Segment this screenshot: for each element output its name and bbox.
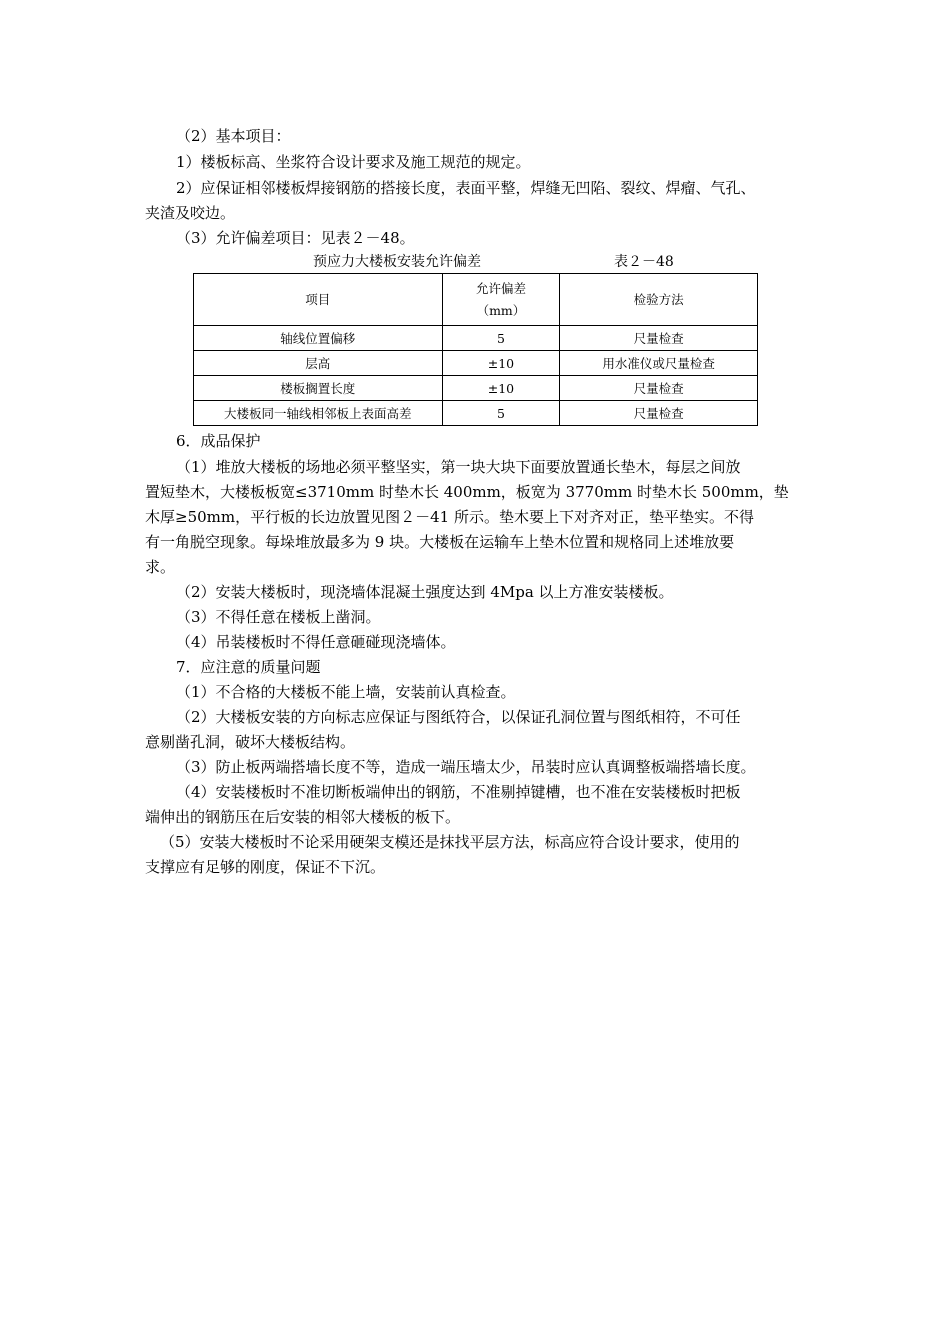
table-row xyxy=(194,351,758,376)
table-number: 表２－48 xyxy=(614,254,674,270)
table-cell: 5 xyxy=(442,326,560,351)
paragraph-protection-1-line3: 木厚≥50mm，平行板的长边放置见图２－41 所示。垫木要上下对齐对正，垫平垫实。不得 xyxy=(145,508,754,526)
header-tolerance-unit: （mm） xyxy=(476,302,526,318)
paragraph-tolerance-heading: （3）允许偏差项目：见表２－48。 xyxy=(176,229,415,247)
section-heading-product-protection: 6．成品保护 xyxy=(176,432,261,450)
paragraph-quality-5-line2: 支撑应有足够的刚度，保证不下沉。 xyxy=(145,858,386,876)
paragraph-protection-1-line2: 置短垫木，大楼板板宽≤3710mm 时垫木长 400mm，板宽为 3770mm 时垫木长 500mm，垫 xyxy=(145,483,789,501)
paragraph-quality-1: （1）不合格的大楼板不能上墙，安装前认真检查。 xyxy=(176,683,516,701)
paragraph-item-2-line2: 夹渣及咬边。 xyxy=(145,204,236,222)
table-cell: 尺量检查 xyxy=(560,376,758,401)
paragraph-protection-4: （4）吊装楼板时不得任意砸碰现浇墙体。 xyxy=(176,633,456,651)
table-cell: 楼板搁置长度 xyxy=(194,376,443,401)
paragraph-quality-2-line2: 意剔凿孔洞，破坏大楼板结构。 xyxy=(145,733,356,751)
paragraph-quality-2-line1: （2）大楼板安装的方向标志应保证与图纸符合，以保证孔洞位置与图纸相符，不可任 xyxy=(176,708,741,726)
paragraph-quality-3: （3）防止板两端搭墙长度不等，造成一端压墙太少，吊装时应认真调整板端搭墙长度。 xyxy=(176,758,756,776)
paragraph-protection-1-line5: 求。 xyxy=(145,558,176,576)
paragraph-protection-2: （2）安装大楼板时，现浇墙体混凝土强度达到 4Mpa 以上方准安装楼板。 xyxy=(176,583,674,601)
table-cell: 层高 xyxy=(194,351,443,376)
table-cell: ±10 xyxy=(442,351,560,376)
header-item: 项目 xyxy=(194,274,443,326)
paragraph-protection-1-line4: 有一角脱空现象。每垛堆放最多为 9 块。大楼板在运输车上垫木位置和规格同上述堆放要 xyxy=(145,533,735,551)
paragraph-item-2-line1: 2）应保证相邻楼板焊接钢筋的搭接长度，表面平整，焊缝无凹陷、裂纹、焊瘤、气孔、 xyxy=(176,179,756,197)
table-row xyxy=(194,401,758,426)
table-cell: 5 xyxy=(442,401,560,426)
tolerance-table xyxy=(193,273,758,426)
header-tolerance-label: 允许偏差 xyxy=(475,280,526,296)
paragraph-protection-1-line1: （1）堆放大楼板的场地必须平整坚实，第一块大块下面要放置通长垫木，每层之间放 xyxy=(176,458,741,476)
table-row xyxy=(194,326,758,351)
paragraph-quality-4-line1: （4）安装楼板时不准切断板端伸出的钢筋，不准剔掉键槽，也不准在安装楼板时把板 xyxy=(176,783,741,801)
table-cell: 用水准仪或尺量检查 xyxy=(560,351,758,376)
table-cell: 尺量检查 xyxy=(560,326,758,351)
table-cell: 尺量检查 xyxy=(560,401,758,426)
table-title: 预应力大楼板安装允许偏差 xyxy=(313,254,481,270)
paragraph-item-1: 1）楼板标高、坐浆符合设计要求及施工规范的规定。 xyxy=(176,153,531,171)
table-cell: 轴线位置偏移 xyxy=(194,326,443,351)
paragraph-quality-4-line2: 端伸出的钢筋压在后安装的相邻大楼板的板下。 xyxy=(145,808,461,826)
paragraph-quality-5-line1: （5）安装大楼板时不论采用硬架支模还是抹找平层方法，标高应符合设计要求，使用的 xyxy=(160,833,740,851)
section-heading-quality-issues: 7．应注意的质量问题 xyxy=(176,658,321,676)
header-tolerance xyxy=(442,274,560,326)
header-method: 检验方法 xyxy=(560,274,758,326)
table-row xyxy=(194,376,758,401)
table-cell: ±10 xyxy=(442,376,560,401)
paragraph-basic-items-heading: （2）基本项目： xyxy=(176,127,291,145)
paragraph-protection-3: （3）不得任意在楼板上凿洞。 xyxy=(176,608,381,626)
table-header-row xyxy=(194,274,758,326)
table-cell: 大楼板同一轴线相邻板上表面高差 xyxy=(194,401,443,426)
